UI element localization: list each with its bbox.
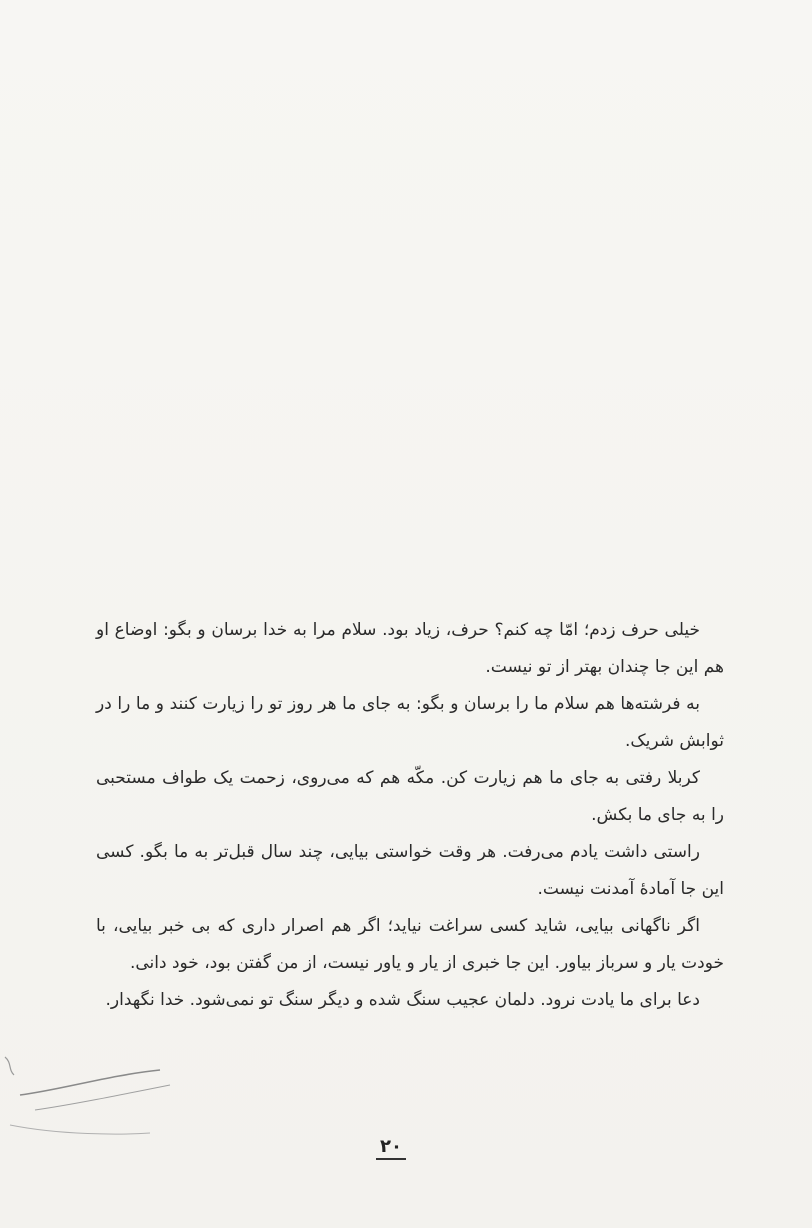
page-number: ۲۰ — [376, 1136, 406, 1160]
paragraph-2: به فرشته‌ها هم سلام ما را برسان و بگو: به جای ما هر روز تو را زیارت کنند و ما را در ثوابش شریک. — [96, 694, 724, 751]
paragraph-1: خیلی حرف زدم؛ امّا چه کنم؟ حرف، زیاد بود. سلام مرا به خدا برسان و بگو: اوضاع او هم این جا چندان بهتر از تو نیست. — [96, 620, 724, 677]
paragraph-5: اگر ناگهانی بیایی، شاید کسی سراغت نیاید؛ اگر هم اصرار داری که بی خبر بیایی، با خودت یار و سرباز بیاور. این جا خبری از یار و یاور نیست، از من گفتن بود، خود دانی. — [96, 916, 724, 973]
pencil-scribble-mark — [0, 1035, 200, 1155]
body-text — [96, 612, 724, 1019]
paragraph-4: راستی داشت یادم می‌رفت. هر وقت خواستی بیایی، چند سال قبل‌تر به ما بگو. کسی این جا آمادهٔ آمدنت نیست. — [96, 842, 724, 899]
paragraph-6: دعا برای ما یادت نرود. دلمان عجیب سنگ شده و دیگر سنگ تو نمی‌شود. خدا نگهدار. — [105, 990, 700, 1010]
paragraph-3: کربلا رفتی به جای ما هم زیارت کن. مکّه هم که می‌روی، زحمت یک طواف مستحبی را به جای ما بکش. — [96, 768, 724, 825]
